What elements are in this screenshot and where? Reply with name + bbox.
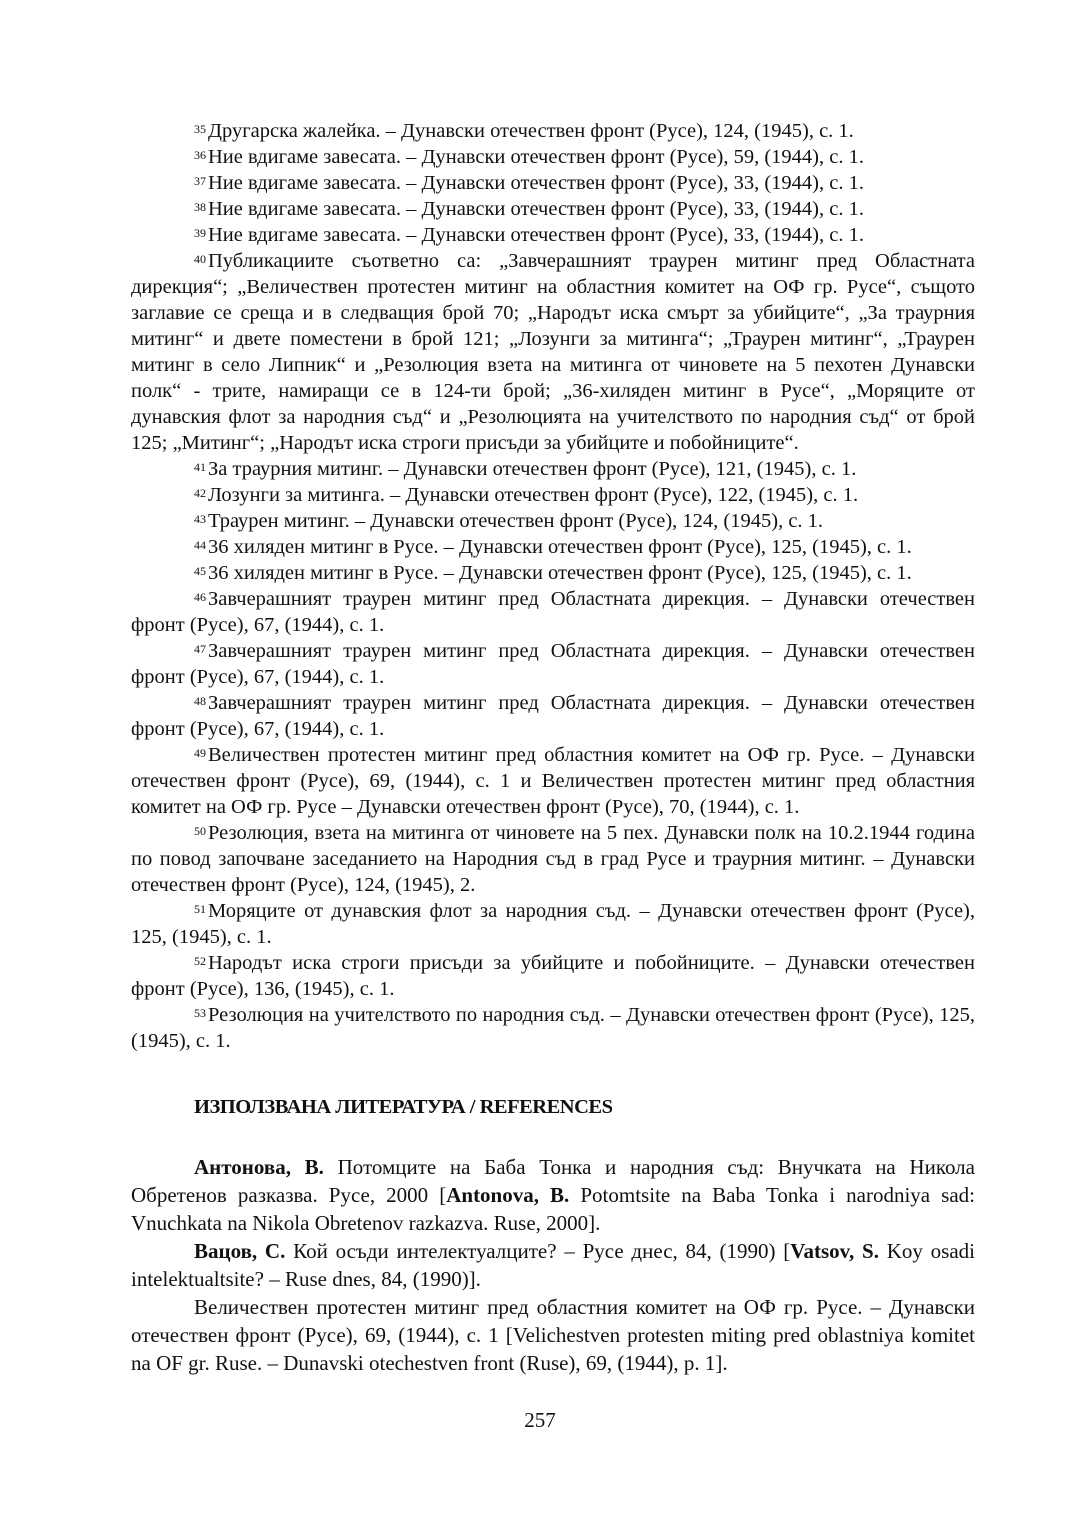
- footnote: [131, 118, 975, 144]
- footnote-number: 46: [194, 590, 206, 604]
- references-list: [131, 1153, 975, 1377]
- footnote: [131, 248, 975, 456]
- footnote: [131, 898, 975, 950]
- footnote-number: 48: [194, 694, 206, 708]
- reference-author: Вацов, С.: [194, 1239, 286, 1263]
- footnote: [131, 144, 975, 170]
- page-body: [131, 118, 975, 1377]
- footnote-text: 36 хиляден митинг в Русе. – Дунавски отечествен фронт (Русе), 125, (1945), с. 1.: [208, 562, 912, 584]
- footnote-number: 42: [194, 486, 206, 500]
- footnote-text: Моряците от дунавския флот за народния съд. – Дунавски отечествен фронт (Русе), 125, (1945), с. 1.: [131, 900, 975, 948]
- footnote: [131, 534, 975, 560]
- footnote-text: Другарска жалейка. – Дунавски отечествен фронт (Русе), 124, (1945), с. 1.: [208, 120, 854, 142]
- footnote: [131, 170, 975, 196]
- references-heading: ИЗПОЛЗВАНА ЛИТЕРАТУРА / REFERENCES: [194, 1096, 613, 1118]
- footnote-text: Народът иска строги присъди за убийците и побойниците. – Дунавски отечествен фронт (Русе), 136, (1945), с. 1.: [131, 952, 975, 1000]
- footnote-text: Ние вдигаме завесата. – Дунавски отечествен фронт (Русе), 33, (1944), с. 1.: [208, 172, 864, 194]
- footnote-number: 47: [194, 642, 206, 656]
- footnote-text: За траурния митинг. – Дунавски отечествен фронт (Русе), 121, (1945), с. 1.: [208, 458, 857, 480]
- footnote: [131, 586, 975, 638]
- footnote-text: Ние вдигаме завесата. – Дунавски отечествен фронт (Русе), 33, (1944), с. 1.: [208, 224, 864, 246]
- footnote-number: 50: [194, 824, 206, 838]
- page-number: 257: [524, 1408, 556, 1432]
- footnote-text: Публикациите съответно са: „Завчерашният траурен митинг пред Областната дирекция“; „Величествен протестен митинг на областния комитет на ОФ гр. Русе“, същото заглавие се среща и в следващия брой 70; „Народът иска смърт за убийците“, „За траурния митинг“ и двете поместени в брой 121; „Лозунги за митинга“; „Траурен митинг“, „Траурен митинг в село Липник“ и „Резолюция взета на митинга от чиновете на 5 пехотен Дунавски полк“ - трите, намиращи се в 124-ти брой; „36-хиляден митинг в Русе“, „Моряците от дунавския флот за народния съд“ и „Резолюцията на учителството по народния съд“ от брой 125; „Митинг“; „Народът иска строги присъди за убийците и побойниците“.: [131, 250, 975, 454]
- reference-text-transliterated: Potomtsite na Baba Tonka i narodniya sad: Vnuchkata na Nikola Obretenov razkazva. Ruse, 2000].: [131, 1183, 975, 1235]
- footnote-number: 37: [194, 174, 206, 188]
- footnote: [131, 560, 975, 586]
- footnote-number: 43: [194, 512, 206, 526]
- reference-item: [131, 1293, 975, 1377]
- footnote-text: Завчерашният траурен митинг пред Областната дирекция. – Дунавски отечествен фронт (Русе), 67, (1944), с. 1.: [131, 692, 975, 740]
- footnote-number: 36: [194, 148, 206, 162]
- footnote-text: Резолюция на учителството по народния съд. – Дунавски отечествен фронт (Русе), 125, (1945), с. 1.: [131, 1004, 975, 1052]
- footnote-text: Завчерашният траурен митинг пред Областната дирекция. – Дунавски отечествен фронт (Русе), 67, (1944), с. 1.: [131, 588, 975, 636]
- footnote: [131, 638, 975, 690]
- footnote-number: 52: [194, 954, 206, 968]
- reference-text: Кой осъди интелектуалците? – Русе днес, 84, (1990) [: [285, 1239, 791, 1263]
- footnote-number: 38: [194, 200, 206, 214]
- reference-item: [131, 1153, 975, 1237]
- reference-text: Величествен протестен митинг пред областния комитет на ОФ гр. Русе. – Дунавски отечествен фронт (Русе), 69, (1944), с. 1 [Velichestven protesten miting pred oblastniya komitet na OF gr. Ruse. – Dunavski otechestven front (Ruse), 69, (1944), p. 1].: [131, 1295, 975, 1375]
- footnote-number: 44: [194, 538, 206, 552]
- footnote: [131, 508, 975, 534]
- footnote-number: 35: [194, 122, 206, 136]
- footnote-text: 36 хиляден митинг в Русе. – Дунавски отечествен фронт (Русе), 125, (1945), с. 1.: [208, 536, 912, 558]
- reference-text-transliterated: Koy osadi intelektualtsite? – Ruse dnes, 84, (1990)].: [131, 1239, 975, 1291]
- reference-author-transliterated: Antonova, B.: [446, 1183, 570, 1207]
- footnotes-list: [131, 118, 975, 1054]
- reference-item: [131, 1237, 975, 1293]
- footnote: [131, 742, 975, 820]
- footnote: [131, 950, 975, 1002]
- footnote: [131, 690, 975, 742]
- footnote: [131, 196, 975, 222]
- footnote-text: Траурен митинг. – Дунавски отечествен фронт (Русе), 124, (1945), с. 1.: [208, 510, 824, 532]
- reference-author-transliterated: Vatsov, S.: [790, 1239, 879, 1263]
- footnote: [131, 222, 975, 248]
- footnote-number: 51: [194, 902, 206, 916]
- reference-author: Антонова, В.: [194, 1155, 324, 1179]
- footnote-number: 53: [194, 1006, 206, 1020]
- footnote: [131, 456, 975, 482]
- footnote: [131, 482, 975, 508]
- footnote-number: 41: [194, 460, 206, 474]
- footnote-number: 39: [194, 226, 206, 240]
- footnote-text: Ние вдигаме завесата. – Дунавски отечествен фронт (Русе), 33, (1944), с. 1.: [208, 198, 864, 220]
- footnote-text: Ние вдигаме завесата. – Дунавски отечествен фронт (Русе), 59, (1944), с. 1.: [208, 146, 864, 168]
- footnote-text: Величествен протестен митинг пред областния комитет на ОФ гр. Русе. – Дунавски отечествен фронт (Русе), 69, (1944), с. 1 и Величествен протестен митинг пред областния комитет на ОФ гр. Русе – Дунавски отечествен фронт (Русе), 70, (1944), с. 1.: [131, 744, 975, 818]
- footnote-text: Завчерашният траурен митинг пред Областната дирекция. – Дунавски отечествен фронт (Русе), 67, (1944), с. 1.: [131, 640, 975, 688]
- footnote: [131, 820, 975, 898]
- footnote-text: Резолюция, взета на митинга от чиновете на 5 пех. Дунавски полк на 10.2.1944 година по повод започване заседанието на Народния съд в град Русе и траурния митинг. – Дунавски отечествен фронт (Русе), 124, (1945), 2.: [131, 822, 975, 896]
- footnote-number: 49: [194, 746, 206, 760]
- footnote-number: 45: [194, 564, 206, 578]
- footnote-number: 40: [194, 252, 206, 266]
- footnote-text: Лозунги за митинга. – Дунавски отечествен фронт (Русе), 122, (1945), с. 1.: [208, 484, 859, 506]
- reference-text: Потомците на Баба Тонка и народния съд: Внучката на Никола Обретенов разказва. Русе, 2000 [: [131, 1155, 975, 1207]
- footnote: [131, 1002, 975, 1054]
